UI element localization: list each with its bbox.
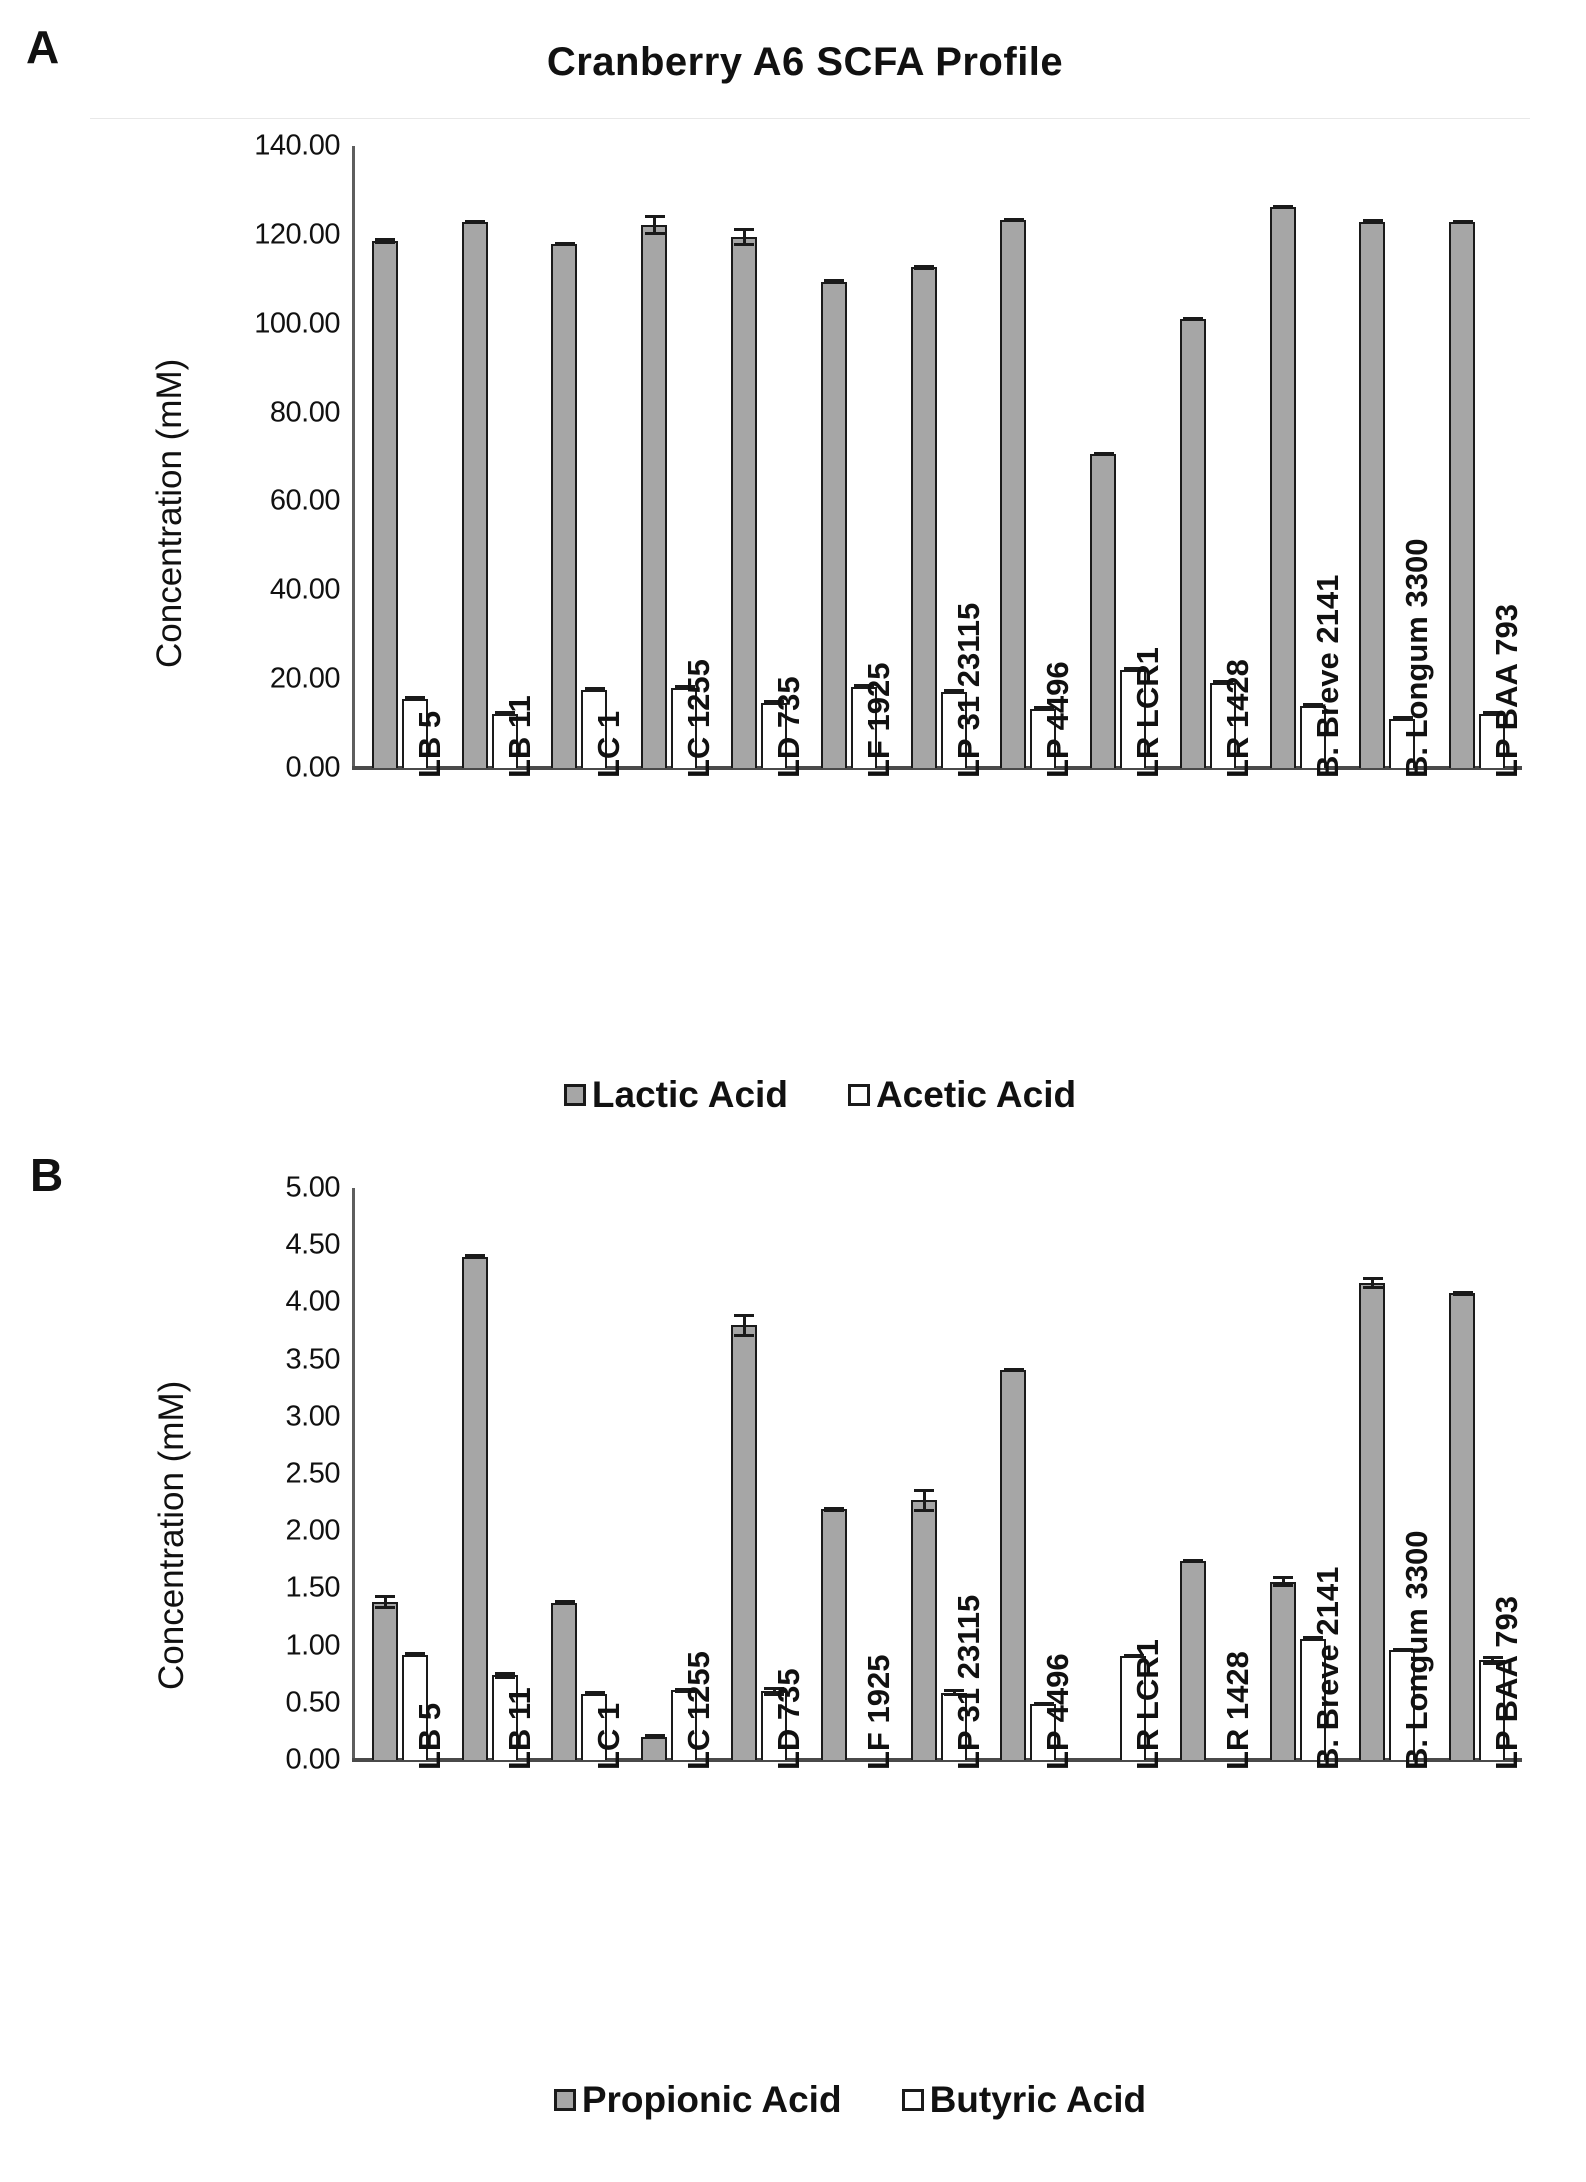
x-tick-label: LR 1428 bbox=[1219, 1651, 1255, 1770]
legend-label: Butyric Acid bbox=[929, 2079, 1147, 2120]
bar-filled bbox=[1270, 207, 1296, 768]
x-tick-label: LB 5 bbox=[411, 710, 447, 778]
error-bar bbox=[564, 242, 565, 246]
y-tick-label: 20.00 bbox=[269, 662, 340, 695]
y-tick-label: 3.50 bbox=[285, 1343, 340, 1376]
bar-filled bbox=[731, 237, 757, 768]
x-tick-label: LF 1925 bbox=[860, 1654, 896, 1770]
bar-filled bbox=[372, 241, 398, 768]
x-tick-label: LB 5 bbox=[411, 1702, 447, 1770]
chart-panel-b bbox=[90, 1150, 1530, 2160]
panel-label-b: B bbox=[30, 1149, 64, 1201]
y-tick-label: 40.00 bbox=[269, 573, 340, 606]
bar-filled bbox=[462, 222, 488, 768]
x-tick-label: LF 1925 bbox=[860, 662, 896, 778]
x-tick-label: LP BAA 793 bbox=[1489, 1595, 1525, 1770]
y-tick-label: 2.00 bbox=[285, 1514, 340, 1547]
error-bar bbox=[1462, 1291, 1463, 1296]
bar-filled bbox=[641, 225, 667, 768]
error-bar bbox=[1193, 1559, 1194, 1564]
legend-a bbox=[420, 1070, 1220, 1120]
error-bar bbox=[385, 238, 386, 243]
bar-filled bbox=[1000, 1370, 1026, 1760]
x-tick-label: LC 1 bbox=[591, 1702, 627, 1770]
error-bar bbox=[1013, 1368, 1014, 1373]
y-tick-label: 0.00 bbox=[285, 751, 340, 784]
bar-filled bbox=[1359, 1283, 1385, 1760]
x-tick-label: LP 31 23115 bbox=[950, 1594, 986, 1770]
y-tick-label: 1.00 bbox=[285, 1629, 340, 1662]
x-tick-label: LR 1428 bbox=[1219, 659, 1255, 778]
legend-swatch-icon bbox=[902, 2089, 924, 2111]
y-tick-label: 3.00 bbox=[285, 1400, 340, 1433]
error-bar bbox=[1283, 1576, 1284, 1587]
legend-swatch-icon bbox=[554, 2089, 576, 2111]
y-tick-label: 4.50 bbox=[285, 1228, 340, 1261]
x-tick-label: B. Longum 3300 bbox=[1399, 538, 1435, 778]
legend-item[interactable] bbox=[848, 1074, 1076, 1116]
x-tick-label: LC 1255 bbox=[681, 659, 717, 778]
bar-filled bbox=[1270, 1582, 1296, 1760]
x-tick-label: B. Breve 2141 bbox=[1309, 1566, 1345, 1770]
bar-filled bbox=[462, 1257, 488, 1760]
error-bar bbox=[594, 687, 595, 691]
error-bar bbox=[1283, 205, 1284, 209]
x-tick-label: LC 1 bbox=[591, 710, 627, 778]
chart-title: Cranberry A6 SCFA Profile bbox=[546, 40, 1064, 84]
x-tick-label: LB 11 bbox=[501, 695, 537, 778]
y-axis-title-b: Concentration (mM) bbox=[152, 1380, 191, 1690]
y-axis-ticks-a bbox=[170, 118, 340, 818]
legend-label: Lactic Acid bbox=[591, 1074, 788, 1115]
error-bar bbox=[1193, 317, 1194, 321]
bar-filled bbox=[1000, 220, 1026, 768]
legend-item[interactable] bbox=[564, 1074, 788, 1116]
error-bar bbox=[475, 220, 476, 224]
bar-filled bbox=[821, 282, 847, 768]
error-bar bbox=[1103, 452, 1104, 456]
x-tick-label: LD 735 bbox=[770, 1668, 806, 1770]
panel-label-a: A bbox=[26, 21, 60, 73]
legend-b bbox=[420, 2075, 1280, 2125]
x-tick-label: LD 735 bbox=[770, 676, 806, 778]
x-tick-label: LB 11 bbox=[501, 1687, 537, 1770]
y-tick-label: 120.00 bbox=[254, 218, 340, 251]
y-axis-ticks-b bbox=[185, 1150, 340, 1800]
bar-filled bbox=[372, 1602, 398, 1760]
error-bar bbox=[924, 265, 925, 269]
error-bar bbox=[1372, 1277, 1373, 1288]
plot-area-a bbox=[355, 146, 1522, 768]
legend-label: Acetic Acid bbox=[875, 1074, 1077, 1115]
plot-area-b bbox=[355, 1188, 1522, 1760]
error-bar bbox=[654, 215, 655, 235]
error-bar bbox=[385, 1595, 386, 1609]
bar-filled bbox=[1180, 319, 1206, 768]
x-tick-label: LC 1255 bbox=[681, 1651, 717, 1770]
error-bar bbox=[505, 1672, 506, 1679]
error-bar bbox=[475, 1254, 476, 1259]
x-axis-labels-b bbox=[355, 1530, 1525, 2040]
x-tick-label: LR LCR1 bbox=[1130, 647, 1166, 778]
bar-filled bbox=[1359, 222, 1385, 768]
error-bar bbox=[834, 1507, 835, 1512]
bar-filled bbox=[911, 1500, 937, 1760]
x-tick-label: LP 31 23115 bbox=[950, 602, 986, 778]
legend-label: Propionic Acid bbox=[581, 2079, 842, 2120]
x-tick-label: LP 4496 bbox=[1040, 661, 1076, 778]
bar-filled bbox=[551, 1603, 577, 1760]
x-tick-label: B. Longum 3300 bbox=[1399, 1530, 1435, 1770]
bar-filled bbox=[1090, 454, 1116, 768]
bar-filled bbox=[1449, 1293, 1475, 1760]
legend-item[interactable] bbox=[554, 2079, 842, 2121]
y-tick-label: 0.00 bbox=[285, 1743, 340, 1776]
y-axis-title-a: Concentration (mM) bbox=[150, 358, 189, 668]
x-tick-label: LR LCR1 bbox=[1130, 1639, 1166, 1770]
y-tick-label: 0.50 bbox=[285, 1686, 340, 1719]
x-axis-labels-a bbox=[355, 538, 1525, 1038]
legend-item[interactable] bbox=[902, 2079, 1147, 2121]
error-bar bbox=[744, 1314, 745, 1337]
bar-filled bbox=[641, 1737, 667, 1760]
error-bar bbox=[834, 279, 835, 283]
chart-panel-a bbox=[90, 118, 1530, 1178]
y-tick-label: 140.00 bbox=[254, 129, 340, 162]
y-tick-label: 2.50 bbox=[285, 1457, 340, 1490]
error-bar bbox=[594, 1691, 595, 1696]
bar-filled bbox=[821, 1509, 847, 1760]
error-bar bbox=[744, 228, 745, 246]
x-tick-label: B. Breve 2141 bbox=[1309, 574, 1345, 778]
bar-filled bbox=[551, 244, 577, 768]
bar-filled bbox=[1180, 1561, 1206, 1760]
y-tick-label: 100.00 bbox=[254, 307, 340, 340]
error-bar bbox=[415, 1652, 416, 1657]
error-bar bbox=[924, 1489, 925, 1512]
error-bar bbox=[415, 696, 416, 700]
x-tick-label: LP BAA 793 bbox=[1489, 603, 1525, 778]
error-bar bbox=[654, 1734, 655, 1738]
y-tick-label: 60.00 bbox=[269, 484, 340, 517]
y-tick-label: 5.00 bbox=[285, 1171, 340, 1204]
error-bar bbox=[1462, 220, 1463, 224]
legend-swatch-icon bbox=[848, 1084, 870, 1106]
bar-filled bbox=[731, 1325, 757, 1760]
legend-swatch-icon bbox=[564, 1084, 586, 1106]
error-bar bbox=[1372, 219, 1373, 223]
error-bar bbox=[564, 1600, 565, 1604]
y-tick-label: 1.50 bbox=[285, 1571, 340, 1604]
x-tick-label: LP 4496 bbox=[1040, 1653, 1076, 1770]
y-tick-label: 4.00 bbox=[285, 1285, 340, 1318]
bar-filled bbox=[1449, 222, 1475, 768]
error-bar bbox=[1013, 218, 1014, 222]
bar-filled bbox=[911, 267, 937, 768]
y-tick-label: 80.00 bbox=[269, 396, 340, 429]
